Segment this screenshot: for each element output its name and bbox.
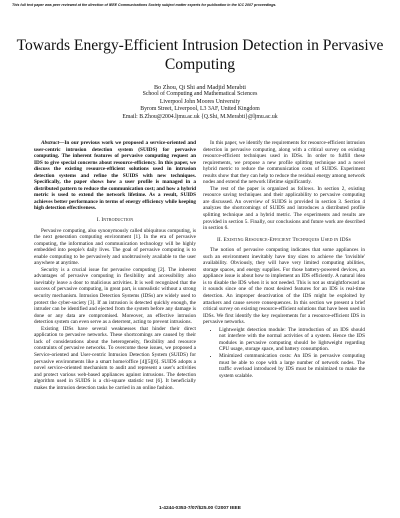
intro-paragraph-4: In this paper, we identify the requirements for resource-efficient intrusion detection in pervasive computing, along with a critical survey on existing resource-efficient techniques used in IDSs. In order to fulfill these requirements, we propose a new profile splitting technique and a novel hybrid metric to reduce the communication costs of SUIDS. Experiment results show that they can help to reduce the residual energy among network nodes and extend the network lifetime significantly. [203, 140, 365, 186]
affiliation-school: School of Computing and Mathematical Sciences [142, 91, 258, 98]
affiliation-address: Byrom Street, Liverpool, L3 3AF, United Kingdom [140, 106, 260, 113]
affiliation-email: Email: B.Zhou@2004.ljmu.ac.uk {Q.Shi, M.Merabti}@ljmu.ac.uk [122, 113, 278, 120]
section-heading-existing-techniques: II. Existing Resource-Efficient Techniques Used in IDSs [216, 236, 351, 243]
left-column [34, 140, 196, 391]
right-column [203, 140, 365, 379]
abstract-text: In our previous work we proposed a service-oriented and user-centric intrusion detection system (SUIDS) for pervasive computing. The inherent features of pervasive computing request an IDS to give special concerns about resource-efficiency. In this paper, we discuss the existing resource-efficient solutions used in intrusion detection systems and refine the SUIDS with new techniques. Specifically, the paper shows how a user profile is managed in a distributed pattern to reduce the communication cost; and how a hybrid metric is used to extend the network lifetime. As a result, SUIDS achieves better performance in terms of energy efficiency while keeping high detection effectiveness. [34, 140, 196, 212]
section-heading-introduction: I. Introduction [96, 217, 134, 224]
paper-title: Towards Energy-Efficient Intrusion Detection in Pervasive Computing [16, 37, 384, 73]
intro-paragraph-1: Pervasive computing, also synonymously called ubiquitous computing, is the next generation computing environment [1]. In the era of pervasive computing, the information and communication technology will be highly embedded into people's daily lives. The goal of pervasive computing is to enable computing to be pervasively and unobtrusively available to the user anywhere at anytime. [34, 227, 196, 267]
section2-paragraph-1: The notion of pervasive computing indicates that some appliances in such an environment inevitably have tiny sizes to achieve the 'invisible' availability. Obviously, they will have very limited computing abilities, storage spaces, and energy supplies. For those battery-powered devices, an appliance issue is about how to implement an IDS efficiently. A natural idea is to disable the IDS when it is not needed. This is not as straightforward as it sounds since one of the most desired features for an IDS is real-time detection. An improper deactivation of the IDS might be exploited by attackers and cause severe consequences. In this section we present a brief critical survey on existing resource-efficient solutions that have been used in IDSs. We first identify the key requirements for a resource-efficient IDS in pervasive networks. [203, 247, 365, 326]
intro-paragraph-2: Security is a crucial issue for pervasive computing [2]. The inherent advantages of pervasive computing in flexibility and accessibility also inevitably leave a door to malicious activities. It is well recognized that the success of pervasive computing, in great part, is unrealistic without a strong security mechanism. Intrusion Detection Systems (IDSs) are widely used to protect the cyber-society [3]. If an intrusion is detected quickly enough, the intruder can be identified and ejected from the system before any damage is done or any data are compromised. Moreover, an effective intrusion detection system can even serve as a deterrent, acting to prevent intrusions. [34, 266, 196, 326]
copyright-footer: 1-4244-0353-7/07/$25.00 ©2007 IEEE [159, 506, 241, 511]
affiliation-university: Liverpool John Moores University [159, 98, 241, 105]
intro-paragraph-3: Existing IDSs have several weaknesses that hinder their direct application to pervasive networks. These shortcomings are caused by their lack of considerations about the heterogeneity, flexibility and resource constraints of pervasive networks. To overcome these issues, we proposed a Service-oriented and User-centric Intrusion Detection System (SUIDS) for pervasive environments like a smart home/office [4][5][6]. SUIDS adopts a novel service-oriented mechanism to audit and represent a user's activities and protect various web-based appliances against intrusions. The detection algorithm used in SUIDS is a chi-square statistic test [6]. It beneficially makes the intrusion detection tasks be carried in an online fashion. [34, 325, 196, 391]
intro-paragraph-5: The rest of the paper is organized as follows. In section 2, existing resource saving techniques and their applicability to pervasive computing are discussed. An overview of SUIDS is provided in section 3. Section 4 analyzes the shortcomings of SUIDS and introduces a distributed profile splitting technique and a hybrid metric. The experiments and results are provided in section 5. Finally, our conclusions and future work are described in section 6. [203, 185, 365, 232]
abstract [34, 140, 196, 212]
list-item: • Minimized communication costs: An IDS in pervasive computing must be able to cope with a large number of network nodes. The traffic overload introduced by IDS must be minimized to make the system scalable. [219, 353, 365, 379]
abstract-label: Abstract— [41, 140, 65, 146]
author-names: Bo Zhou, Qi Shi and Madjid Merabti [154, 84, 246, 91]
list-item: • Lightweight detection module: The introduction of an IDS should not interfere with the normal activities of a system. Hence the IDS modules in pervasive computing should be lightweight regarding CPU usage, storage space, and battery consumption. [219, 327, 365, 353]
peer-review-notice: This full text paper was peer reviewed at the direction of IEEE Communications Society subject matter experts for publication in the ICC 2007 proceedings. [12, 3, 277, 7]
requirements-list [203, 327, 365, 379]
author-block [0, 84, 400, 121]
